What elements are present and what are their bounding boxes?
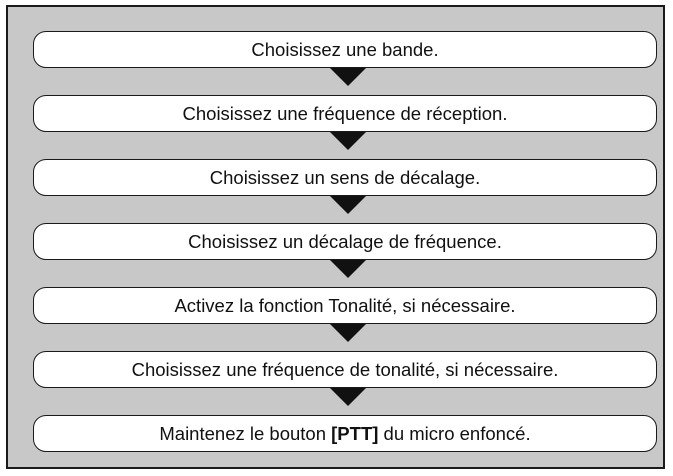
arrow-down-icon (330, 260, 366, 278)
step-7-hold-ptt (33, 415, 657, 452)
step-1-label: Choisissez une bande. (251, 38, 439, 60)
step-7-text-after: du micro enfoncé. (378, 422, 531, 444)
step-6-label: Choisissez une fréquence de tonalité, si nécessaire. (131, 358, 559, 380)
step-7-label (159, 423, 530, 445)
arrow-down-icon (330, 132, 366, 150)
step-5-label: Activez la fonction Tonalité, si nécessaire. (174, 294, 516, 316)
ptt-key-label: [PTT] (331, 422, 379, 444)
step-4-label: Choisissez un décalage de fréquence. (188, 230, 502, 252)
step-7-text-before: Maintenez le bouton (159, 422, 332, 444)
step-3-label: Choisissez un sens de décalage. (209, 166, 481, 188)
step-4-choose-offset-frequency (33, 223, 657, 260)
arrow-down-icon (330, 68, 366, 86)
step-5-activate-tone (33, 287, 657, 324)
step-3-choose-shift-direction (33, 159, 657, 196)
flowchart-frame (6, 5, 665, 469)
step-6-choose-tone-frequency (33, 351, 657, 388)
step-1-choose-band (33, 31, 657, 68)
arrow-down-icon (330, 388, 366, 406)
arrow-down-icon (330, 196, 366, 214)
step-2-label: Choisissez une fréquence de réception. (182, 102, 508, 124)
step-2-choose-receive-frequency (33, 95, 657, 132)
arrow-down-icon (330, 324, 366, 342)
